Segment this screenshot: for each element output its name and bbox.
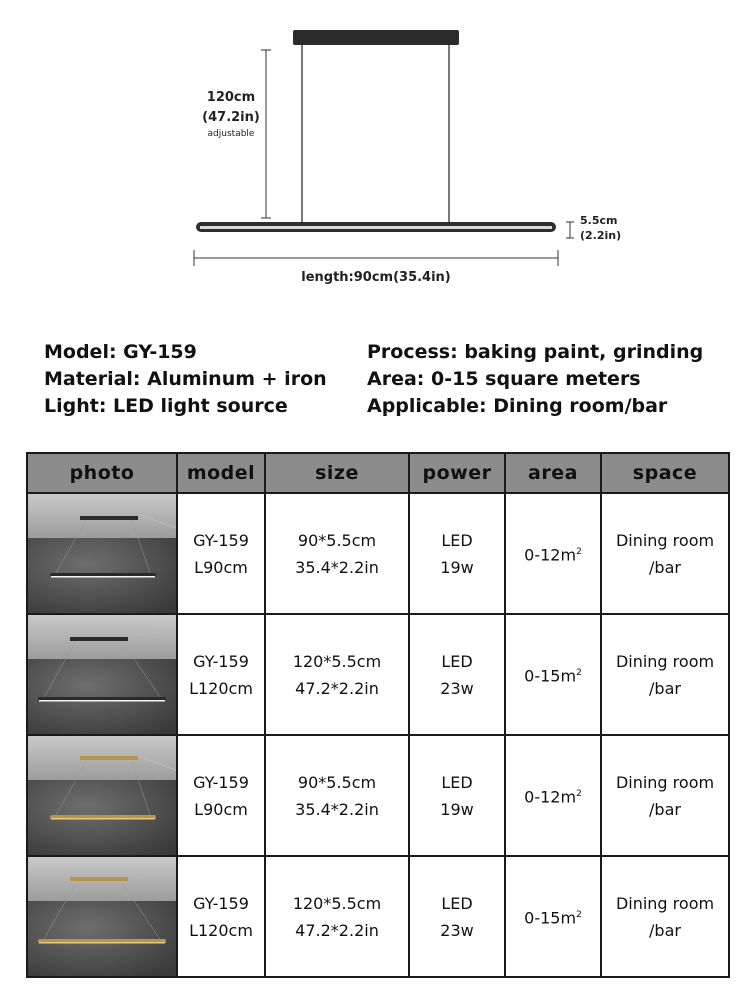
area-cell [505, 856, 601, 977]
size-cm: 90*5.5cm [297, 772, 377, 792]
spec-model: Model: GY-159 [44, 341, 197, 363]
space-line-1: Dining room [615, 651, 715, 671]
photo-cell [27, 856, 177, 977]
area-value: 0-12m [524, 545, 577, 565]
area-value: 0-12m [524, 787, 577, 807]
lamp-light-strip [200, 226, 552, 229]
power-type: LED [441, 772, 473, 792]
space-cell [601, 856, 729, 977]
space-line-1: Dining room [615, 893, 715, 913]
table-header-row [27, 453, 729, 493]
space-line-2: /bar [649, 557, 681, 577]
space-line-2: /bar [649, 920, 681, 940]
specs-right [367, 339, 703, 420]
model-length: L120cm [189, 678, 253, 698]
size-in: 35.4*2.2in [295, 799, 379, 819]
header-space: space [601, 453, 729, 493]
area-value: 0-15m [524, 908, 577, 928]
area-value: 0-15m [524, 666, 577, 686]
header-photo: photo [27, 453, 177, 493]
power-cell [409, 856, 505, 977]
model-length: L90cm [194, 557, 248, 577]
size-cell [265, 493, 409, 614]
spec-applicable: Applicable: Dining room/bar [367, 395, 668, 417]
length-label: length:90cm(35.4in) [301, 270, 451, 285]
space-line-1: Dining room [615, 772, 715, 792]
power-type: LED [441, 893, 473, 913]
spec-area: Area: 0-15 square meters [367, 368, 641, 390]
area-cell [505, 614, 601, 735]
header-power: power [409, 453, 505, 493]
photo-cell [27, 735, 177, 856]
height-label-inches: (47.2in) [202, 110, 260, 125]
power-watts: 19w [440, 799, 474, 819]
table-row [27, 493, 729, 614]
size-cell [265, 735, 409, 856]
area-cell [505, 493, 601, 614]
size-in: 47.2*2.2in [295, 920, 379, 940]
product-photo [28, 494, 176, 613]
model-name: GY-159 [193, 772, 249, 792]
model-length: L120cm [189, 920, 253, 940]
area-cell [505, 735, 601, 856]
specs-left [44, 339, 327, 420]
spec-material: Material: Aluminum + iron [44, 368, 327, 390]
area-superscript: 2 [576, 909, 582, 920]
power-watts: 23w [440, 678, 474, 698]
size-in: 35.4*2.2in [295, 557, 379, 577]
thickness-label-inches: (2.2in) [580, 229, 622, 242]
model-length: L90cm [194, 799, 248, 819]
model-cell [177, 614, 265, 735]
model-cell [177, 493, 265, 614]
space-cell [601, 735, 729, 856]
header-area: area [505, 453, 601, 493]
table-row [27, 856, 729, 977]
size-in: 47.2*2.2in [295, 678, 379, 698]
ceiling-canopy [293, 30, 459, 45]
spec-process: Process: baking paint, grinding [367, 341, 704, 363]
size-cm: 120*5.5cm [292, 651, 382, 671]
model-name: GY-159 [193, 651, 249, 671]
area-superscript: 2 [576, 546, 582, 557]
size-cell [265, 856, 409, 977]
model-name: GY-159 [193, 893, 249, 913]
space-line-2: /bar [649, 799, 681, 819]
photo-cell [27, 614, 177, 735]
size-cell [265, 614, 409, 735]
power-cell [409, 493, 505, 614]
model-cell [177, 856, 265, 977]
space-line-2: /bar [649, 678, 681, 698]
power-cell [409, 735, 505, 856]
lamp-drawing [0, 0, 750, 300]
header-size: size [265, 453, 409, 493]
product-photo [28, 615, 176, 734]
power-watts: 23w [440, 920, 474, 940]
model-cell [177, 735, 265, 856]
dimension-diagram [0, 0, 750, 300]
space-line-1: Dining room [615, 530, 715, 550]
size-cm: 120*5.5cm [292, 893, 382, 913]
height-label: 120cm [206, 90, 256, 105]
power-cell [409, 614, 505, 735]
table-row [27, 614, 729, 735]
header-model: model [177, 453, 265, 493]
spec-light: Light: LED light source [44, 395, 288, 417]
power-type: LED [441, 651, 473, 671]
area-superscript: 2 [576, 667, 582, 678]
space-cell [601, 493, 729, 614]
power-watts: 19w [440, 557, 474, 577]
product-photo [28, 857, 176, 976]
product-photo [28, 736, 176, 855]
size-cm: 90*5.5cm [297, 530, 377, 550]
area-superscript: 2 [576, 788, 582, 799]
space-cell [601, 614, 729, 735]
photo-cell [27, 493, 177, 614]
model-name: GY-159 [193, 530, 249, 550]
height-note: adjustable [207, 129, 255, 139]
power-type: LED [441, 530, 473, 550]
spec-table [26, 452, 730, 978]
table-row [27, 735, 729, 856]
thickness-label: 5.5cm [580, 214, 618, 227]
